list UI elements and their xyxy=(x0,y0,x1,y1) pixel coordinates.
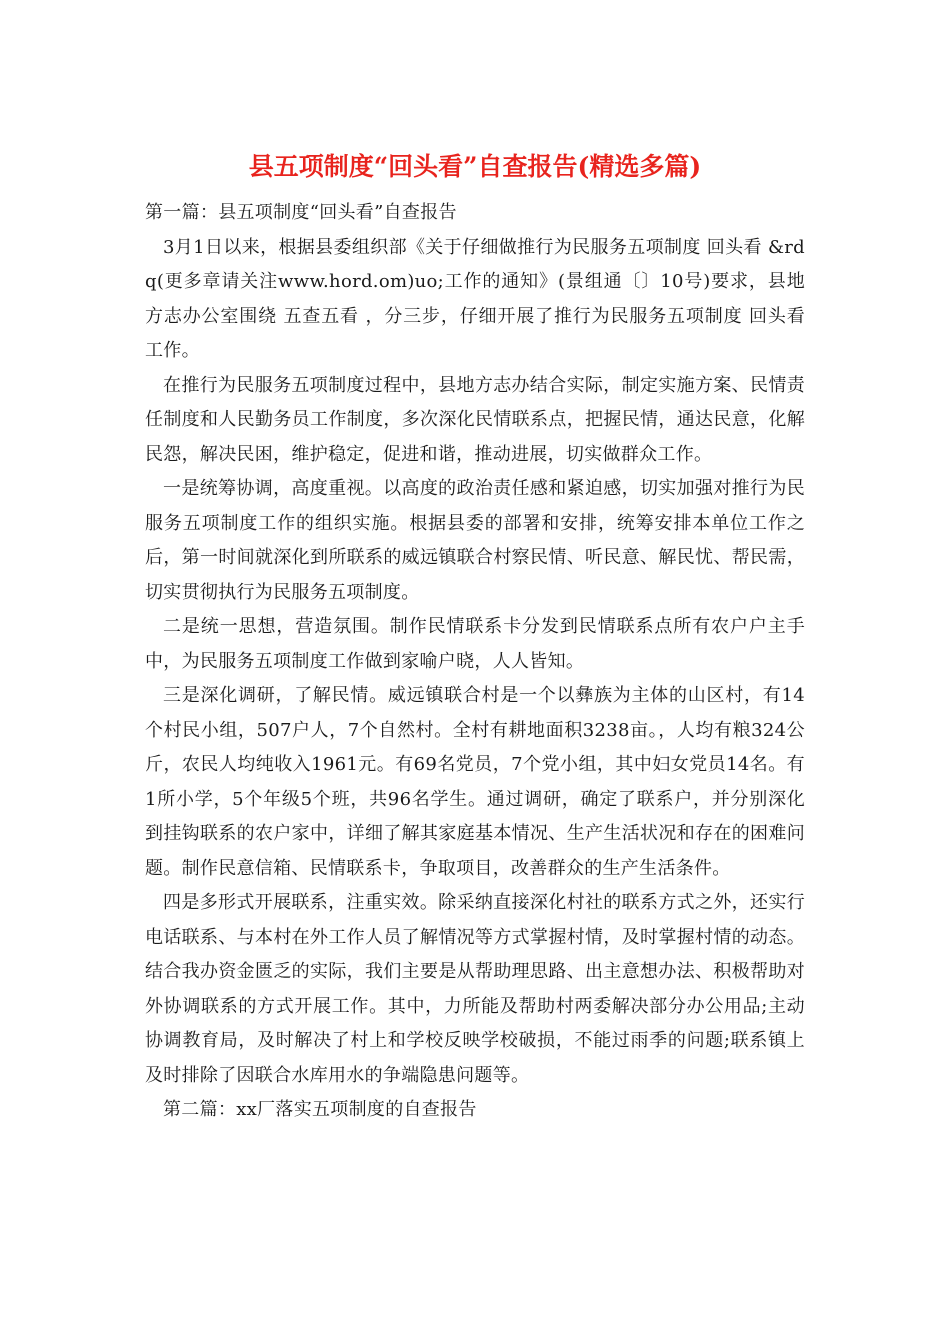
section-heading-2: 第二篇：xx厂落实五项制度的自查报告 xyxy=(163,1099,477,1120)
paragraph: 二是统一思想，营造氛围。制作民情联系卡分发到民情联系点所有农户户主手中，为民服务五项制度工作做到家喻户晓，人人皆知。 xyxy=(145,616,805,672)
section-heading-1: 第一篇：县五项制度“回头看”自查报告 xyxy=(145,202,457,223)
document-body xyxy=(145,196,805,1128)
document-title: 县五项制度“回头看”自查报告(精选多篇) xyxy=(248,152,702,181)
paragraph: 3月1日以来，根据县委组织部《关于仔细做推行为民服务五项制度 回头看 &rdq(更多章请关注www.hord.om)uo;工作的通知》(景组通〔〕10号)要求，县地方志办公室围绕 五查五看 ，分三步，仔细开展了推行为民服务五项制度 回头看 工作。 xyxy=(145,236,805,361)
paragraph: 三是深化调研，了解民情。威远镇联合村是一个以彝族为主体的山区村，有14个村民小组，507户人，7个自然村。全村有耕地面积3238亩。，人均有粮324公斤，农民人均纯收入1961元。有69名党员，7个党小组，其中妇女党员14名。有1所小学，5个年级5个班，共96名学生。通过调研，确定了联系户，并分别深化到挂钩联系的农户家中，详细了解其家庭基本情况、生产生活状况和存在的困难问题。制作民意信箱、民情联系卡，争取项目，改善群众的生产生活条件。 xyxy=(145,685,805,879)
paragraph: 一是统筹协调，高度重视。以高度的政治责任感和紧迫感，切实加强对推行为民服务五项制度工作的组织实施。根据县委的部署和安排，统筹安排本单位工作之后，第一时间就深化到所联系的威远镇联合村察民情、听民意、解民忧、帮民需，切实贯彻执行为民服务五项制度。 xyxy=(145,478,805,603)
paragraph: 在推行为民服务五项制度过程中，县地方志办结合实际，制定实施方案、民情责任制度和人民勤务员工作制度，多次深化民情联系点，把握民情，通达民意，化解民怨，解决民困，维护稳定，促进和谐，推动进展，切实做群众工作。 xyxy=(145,374,805,465)
paragraph: 四是多形式开展联系，注重实效。除采纳直接深化村社的联系方式之外，还实行电话联系、与本村在外工作人员了解情况等方式掌握村情，及时掌握村情的动态。结合我办资金匮乏的实际，我们主要是从帮助理思路、出主意想办法、积极帮助对外协调联系的方式开展工作。其中，力所能及帮助村两委解决部分办公用品;主动协调教育局，及时解决了村上和学校反映学校破损，不能过雨季的问题;联系镇上及时排除了因联合水库用水的争端隐患问题等。 xyxy=(145,892,805,1086)
